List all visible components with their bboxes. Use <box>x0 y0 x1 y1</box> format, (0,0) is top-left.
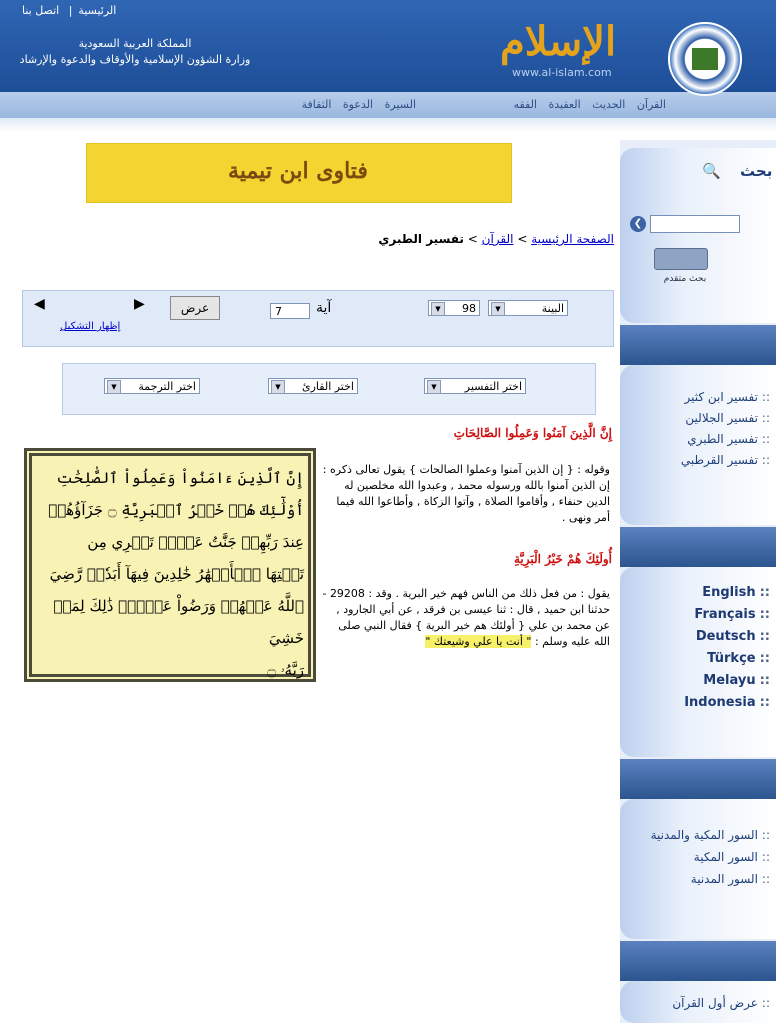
lang-label: Deutsch <box>695 629 756 644</box>
brand-url: www.al-islam.com <box>512 66 612 79</box>
surah-number-select[interactable] <box>428 300 480 316</box>
lang-label: Français <box>694 607 756 622</box>
quran-start-link[interactable]: عرض أول القرآن :: <box>672 996 770 1010</box>
reader-select[interactable] <box>268 378 358 394</box>
tafsir-link-label: تفسير القرطبي <box>680 453 758 467</box>
lang-indonesian[interactable]: Indonesia :: <box>684 695 770 710</box>
quran-line: رَبَّهُۥ ۝ <box>267 661 304 679</box>
gov-line-1: المملكة العربية السعودية <box>78 37 192 50</box>
tafsir-link-jalalayn[interactable]: تفسير الجلالين :: <box>685 411 770 425</box>
surah-link-label: السور المدنية <box>690 872 758 886</box>
quran-verses <box>38 462 304 679</box>
quran-start-label: عرض أول القرآن <box>672 996 758 1010</box>
banner-text: فتاوى ابن تيمية <box>228 158 368 184</box>
show-tashkeel-link[interactable]: إظهار التشكيل <box>60 321 121 332</box>
sidebar-separator <box>620 527 776 567</box>
header-strip <box>0 118 776 132</box>
quran-line: عِندَ رَبِّهِمۡ جَنَّٰتُ عَدۡنٖ تَجۡرِي مِن <box>87 533 304 551</box>
lang-label: Türkçe <box>707 651 756 666</box>
surah-number-value: 98 <box>462 302 476 315</box>
breadcrumb-current: تفسير الطبري <box>378 232 464 246</box>
nav-culture[interactable]: الثقافة <box>301 98 332 111</box>
advanced-search-link[interactable]: بحث متقدم <box>663 274 707 284</box>
breadcrumb-sep: > <box>467 232 478 246</box>
tafsir-link-ibn-kathir[interactable]: تفسير ابن كثير :: <box>684 390 770 404</box>
tafsir-link-label: تفسير الطبري <box>687 432 758 446</box>
sidebar-separator <box>620 759 776 799</box>
nav-dawah[interactable]: الدعوة <box>342 98 374 111</box>
keyboard-icon[interactable] <box>654 248 708 270</box>
chevron-down-icon: ▼ <box>271 380 285 394</box>
translation-select-value: اختر الترجمة <box>138 380 196 393</box>
nav-quran[interactable]: القرآن <box>636 98 666 111</box>
lang-german[interactable]: Deutsch :: <box>695 629 770 644</box>
ayah-input[interactable]: 7 <box>270 303 310 319</box>
gov-line-2: وزارة الشؤون الإسلامية والأوقاف والدعوة والإرشاد <box>19 53 251 66</box>
prev-arrow-icon[interactable]: ◀ <box>34 296 45 312</box>
tafsir-link-tabari[interactable]: تفسير الطبري :: <box>687 432 770 446</box>
lang-label: English <box>702 585 756 600</box>
lang-french[interactable]: Français :: <box>694 607 770 622</box>
quran-line: إِنَّ ٱلَّذِينَ ءَامَنُواْ وَعَمِلُواْ ٱلصَّٰلِحَٰتِ <box>56 469 304 487</box>
top-links: الرئيسية| اتصل بنا <box>22 4 117 17</box>
quran-line: تَحۡتِهَا ٱلۡأَنۡهَٰرُ خَٰلِدِينَ فِيهَآ أَبَدٗاۖ رَّضِيَ <box>49 565 304 583</box>
next-arrow-icon[interactable]: ▶ <box>134 296 145 312</box>
tafsir-link-label: تفسير ابن كثير <box>684 390 758 404</box>
quran-book-icon <box>690 46 720 72</box>
tafsir-heading-1: إِنَّ الَّذِينَ آمَنُوا وَعَمِلُوا الصَّالِحَاتِ <box>453 426 612 440</box>
surah-link-label: السور المكية والمدنية <box>650 828 758 842</box>
search-go-button[interactable]: ❮ <box>630 216 646 232</box>
tafsir-heading-2: أُولَئِكَ هُمْ خَيْرُ الْبَرِيَّةِ <box>513 552 612 566</box>
nav-fiqh[interactable]: الفقه <box>513 98 538 111</box>
breadcrumb-home[interactable]: الصفحة الرئيسية <box>531 232 614 246</box>
nav-seerah[interactable]: السيرة <box>384 98 416 111</box>
tafsir-select[interactable] <box>424 378 526 394</box>
surah-link-makki-madani[interactable]: السور المكية والمدنية :: <box>650 828 770 842</box>
search-icon[interactable]: 🔍 <box>702 162 721 180</box>
breadcrumb-quran[interactable]: القرآن <box>481 232 514 246</box>
gov-title <box>0 36 270 68</box>
surah-link-madani[interactable]: السور المدنية :: <box>690 872 770 886</box>
chevron-down-icon: ▼ <box>431 302 445 316</box>
reader-select-value: اختر القارئ <box>302 380 354 393</box>
lang-turkish[interactable]: Türkçe :: <box>707 651 770 666</box>
surah-link-label: السور المكية <box>693 850 758 864</box>
chevron-down-icon: ▼ <box>491 302 505 316</box>
surah-panel <box>620 799 776 939</box>
lang-label: Indonesia <box>684 695 756 710</box>
brand-logo[interactable]: الإسلام <box>500 18 617 65</box>
secondary-nav <box>160 98 420 111</box>
search-input[interactable] <box>650 215 740 233</box>
surah-select[interactable] <box>488 300 568 316</box>
nav-hadith[interactable]: الحديث <box>592 98 626 111</box>
lang-english[interactable]: English :: <box>702 585 770 600</box>
sidebar <box>620 140 776 1023</box>
quran-line: ٱللَّهُ عَنۡهُمۡ وَرَضُواْ عَنۡهُۚ ذَٰلِكَ لِمَنۡ خَشِيَ <box>53 597 304 647</box>
nav-aqeedah[interactable]: العقيدة <box>548 98 581 111</box>
tafsir-paragraph-2 <box>320 586 610 650</box>
translation-select[interactable] <box>104 378 200 394</box>
tafsir-link-label: تفسير الجلالين <box>685 411 758 425</box>
top-link-home[interactable]: الرئيسية <box>78 4 117 17</box>
top-link-contact[interactable]: اتصل بنا <box>22 4 60 17</box>
quran-line: أُوْلَٰٓئِكَ هُمۡ خَيۡرُ ٱلۡبَرِيَّةِ ۝ جَزَآؤُهُمۡ <box>48 501 304 519</box>
surah-link-makki[interactable]: السور المكية :: <box>693 850 770 864</box>
lang-label: Melayu <box>703 673 756 688</box>
tafsir-paragraph-1: وقوله : { إن الذين آمنوا وعملوا الصالحات } يقول تعالى ذكره : إن الذين آمنوا بالله ورسوله محمد , وعبدوا الله مخلصين له الدين حنفاء , وأقاموا الصلاة , وآتوا الزكاة , وأطاعوا الله فيما أمر ونهى . <box>322 463 610 524</box>
ayah-label: آية <box>316 300 332 316</box>
sidebar-separator <box>620 325 776 365</box>
chevron-down-icon: ▼ <box>107 380 121 394</box>
show-button[interactable]: عرض <box>170 296 220 320</box>
sidebar-separator <box>620 941 776 981</box>
breadcrumb <box>300 232 614 246</box>
surah-select-value: البينة <box>541 302 564 315</box>
tafsir-highlight: " أنت يا علي وشيعتك " <box>425 635 532 648</box>
tafsir-link-qurtubi[interactable]: تفسير القرطبي :: <box>680 453 770 467</box>
main-nav <box>420 98 670 111</box>
search-label: بحث <box>740 162 773 180</box>
chevron-down-icon: ▼ <box>427 380 441 394</box>
verse-controls <box>22 290 614 347</box>
tafsir-paragraph-2-text: يقول : من فعل ذلك من الناس فهم خير البرية . وقد : 29208 - حدثنا ابن حميد , قال : ثنا عيسى بن فرقد , عن أبي الجارود , عن محمد بن علي { أولئك هم خير البرية } فقال النبي صلى الله عليه وسلم : <box>322 587 610 648</box>
tafsir-select-value: اختر التفسير <box>464 380 522 393</box>
lang-malay[interactable]: Melayu :: <box>703 673 770 688</box>
breadcrumb-sep: > <box>517 232 528 246</box>
